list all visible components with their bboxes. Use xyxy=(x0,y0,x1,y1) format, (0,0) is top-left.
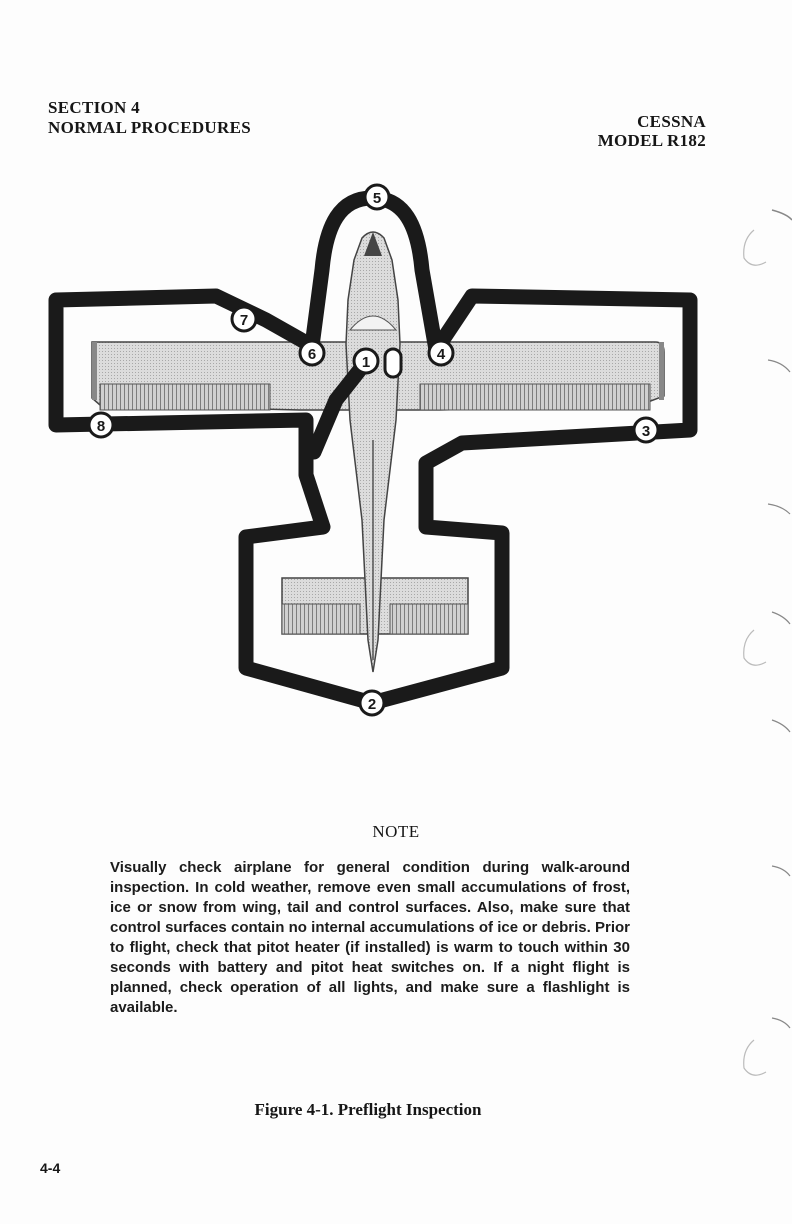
checkpoint-1 xyxy=(354,349,378,373)
pitot-tube-marker xyxy=(385,349,401,377)
checkpoint-2-label: 2 xyxy=(367,696,377,713)
checkpoint-3 xyxy=(634,418,658,442)
checkpoint-3-label: 3 xyxy=(641,423,651,440)
checkpoint-7-label: 7 xyxy=(239,312,249,329)
binder-edge-marks xyxy=(732,0,792,1224)
checkpoint-2 xyxy=(360,691,384,715)
figure-caption: Figure 4-1. Preflight Inspection xyxy=(254,1100,482,1119)
checkpoint-5-label: 5 xyxy=(372,190,382,207)
checkpoint-8 xyxy=(89,413,113,437)
checkpoint-5 xyxy=(365,185,389,209)
model-name: MODEL R182 xyxy=(597,131,706,150)
checkpoint-1-label: 1 xyxy=(361,354,371,371)
section-number: SECTION 4 xyxy=(48,98,140,117)
checkpoint-8-label: 8 xyxy=(96,418,106,435)
manufacturer-name: CESSNA xyxy=(637,112,706,131)
page-number: 4-4 xyxy=(40,1160,61,1176)
note-body: Visually check airplane for general condition during walk-around inspection. In cold weather, remove even small accumulations of frost, ice or snow from wing, tail and control surfaces. Also, make sure that control surfaces contain no internal accumulations of ice or debris. Prior to flight, check that pitot heater (if installed) is warm to touch within 30 seconds with battery and pitot heat switches on. If a night flight is planned, check operation of all lights, and make sure a flashlight is available. xyxy=(110,859,630,1016)
checkpoint-4-label: 4 xyxy=(436,346,446,363)
checkpoint-6-label: 6 xyxy=(307,346,317,363)
note-heading: NOTE xyxy=(372,822,420,841)
checkpoint-4 xyxy=(429,341,453,365)
checkpoint-6 xyxy=(300,341,324,365)
checkpoint-7 xyxy=(232,307,256,331)
section-title: NORMAL PROCEDURES xyxy=(48,118,251,137)
